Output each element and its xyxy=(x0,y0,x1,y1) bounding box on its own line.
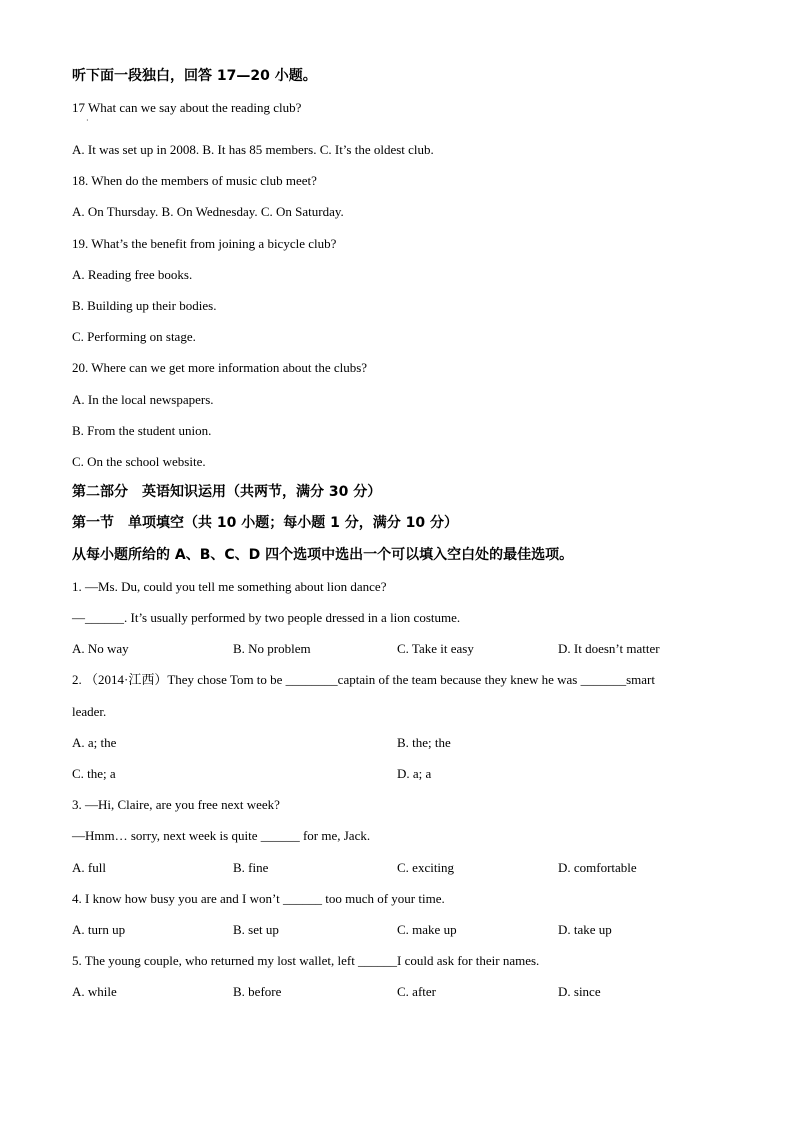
question-3-option-c: C. exciting xyxy=(397,860,455,875)
question-2-option-a: A. a; the xyxy=(72,735,117,750)
question-4-stem: 4. I know how busy you are and I won’t ______ too much of your time. xyxy=(72,891,445,906)
question-20-option-c: C. On the school website. xyxy=(72,454,206,469)
question-19-stem: 19. What’s the benefit from joining a bicycle club? xyxy=(72,236,337,251)
question-3-option-b: B. fine xyxy=(233,860,269,875)
part-two-title: 第二部分 英语知识运用（共两节，满分 30 分） xyxy=(72,484,382,500)
section-one-title: 第一节 单项填空（共 10 小题；每小题 1 分，满分 10 分） xyxy=(72,515,458,531)
question-19-option-a: A. Reading free books. xyxy=(72,267,193,282)
question-5-option-a: A. while xyxy=(72,984,117,999)
question-5-option-b: B. before xyxy=(233,984,282,999)
question-2-option-d: D. a; a xyxy=(397,766,432,781)
question-18-stem: 18. When do the members of music club meet? xyxy=(72,173,317,188)
question-1-option-a: A. No way xyxy=(72,641,129,656)
question-4-option-c: C. make up xyxy=(397,922,457,937)
question-1-stem: 1. —Ms. Du, could you tell me something about lion dance? xyxy=(72,579,387,594)
question-20-option-a: A. In the local newspapers. xyxy=(72,392,214,407)
question-20-stem: 20. Where can we get more information about the clubs? xyxy=(72,360,368,375)
question-3-option-d: D. comfortable xyxy=(558,860,637,875)
question-1-option-b: B. No problem xyxy=(233,641,311,656)
question-17-stem: 17 What can we say about the reading club? xyxy=(72,100,302,115)
question-3-option-a: A. full xyxy=(72,860,106,875)
question-1-option-c: C. Take it easy xyxy=(397,641,474,656)
question-3-stem: 3. —Hi, Claire, are you free next week? xyxy=(72,797,280,812)
question-18-options: A. On Thursday. B. On Wednesday. C. On Saturday. xyxy=(72,204,344,219)
question-4-option-d: D. take up xyxy=(558,922,612,937)
stray-dot-mark: · xyxy=(86,116,89,125)
question-1-option-d: D. It doesn’t matter xyxy=(558,641,660,656)
question-19-option-c: C. Performing on stage. xyxy=(72,329,196,344)
question-20-option-b: B. From the student union. xyxy=(72,423,212,438)
question-2-stem: 2. （2014·江西）They chose Tom to be ________captain of the team because they knew he was _______smart xyxy=(72,672,655,687)
question-2-stem-continued: leader. xyxy=(72,704,107,719)
question-19-option-b: B. Building up their bodies. xyxy=(72,298,217,313)
question-5-option-d: D. since xyxy=(558,984,601,999)
question-5-stem: 5. The young couple, who returned my lost wallet, left ______I could ask for their names. xyxy=(72,953,540,968)
question-1-reply: —______. It’s usually performed by two people dressed in a lion costume. xyxy=(72,610,461,625)
question-5-option-c: C. after xyxy=(397,984,436,999)
question-17-options: A. It was set up in 2008. B. It has 85 members. C. It’s the oldest club. xyxy=(72,142,434,157)
question-3-reply: —Hmm… sorry, next week is quite ______ for me, Jack. xyxy=(72,828,371,843)
question-4-option-b: B. set up xyxy=(233,922,279,937)
listening-heading: 听下面一段独白，回答 17—20 小题。 xyxy=(72,68,317,84)
question-4-option-a: A. turn up xyxy=(72,922,126,937)
section-instruction: 从每小题所给的 A、B、C、D 四个选项中选出一个可以填入空白处的最佳选项。 xyxy=(72,547,574,563)
question-2-option-b: B. the; the xyxy=(397,735,451,750)
question-2-option-c: C. the; a xyxy=(72,766,116,781)
